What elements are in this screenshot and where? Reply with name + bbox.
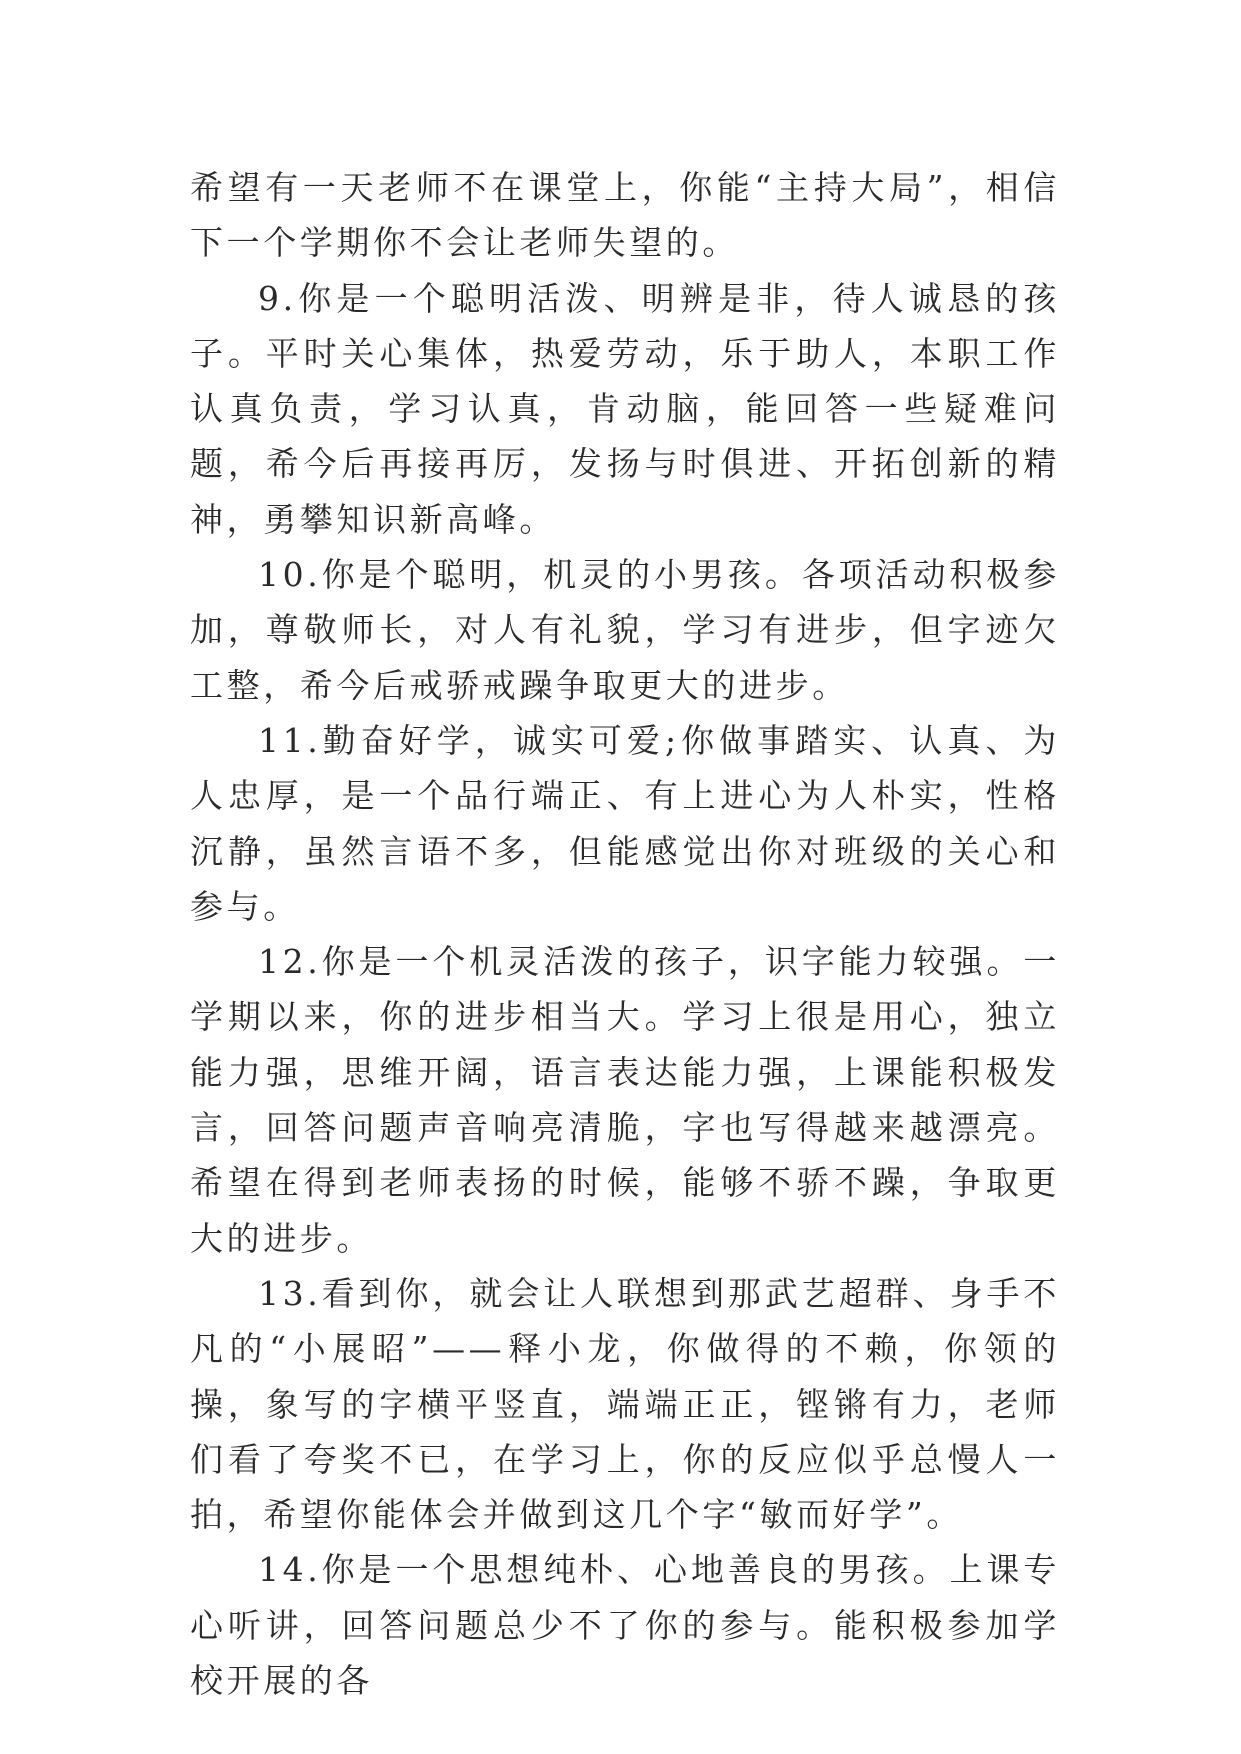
paragraph-continuation: 希望有一天老师不在课堂上，你能“主持大局”，相信下一个学期你不会让老师失望的。 [190,168,1060,263]
paragraph-comment-10: 10.你是个聪明，机灵的小男孩。各项活动积极参加，尊敬师长，对人有礼貌，学习有进步，但字迹欠工整，希今后戒骄戒躁争取更大的进步。 [190,555,1060,705]
document-body [190,160,1060,1708]
paragraph-comment-13: 13.看到你，就会让人联想到那武艺超群、身手不凡的“小展昭”——释小龙，你做得的不赖，你领的操，象写的字横平竖直，端端正正，铿锵有力，老师们看了夸奖不已，在学习上，你的反应似乎总慢人一拍，希望你能体会并做到这几个字“敏而好学”。 [190,1273,1060,1535]
paragraph-comment-9: 9.你是一个聪明活泼、明辨是非，待人诚恳的孩子。平时关心集体，热爱劳动，乐于助人，本职工作认真负责，学习认真，肯动脑，能回答一些疑难问题，希今后再接再厉，发扬与时俱进、开拓创新的精神，勇攀知识新高峰。 [190,278,1060,539]
paragraph-comment-14: 14.你是一个思想纯朴、心地善良的男孩。上课专心听讲，回答问题总少不了你的参与。能积极参加学校开展的各 [190,1550,1060,1701]
paragraph-comment-12: 12.你是一个机灵活泼的孩子，识字能力较强。一学期以来，你的进步相当大。学习上很是用心，独立能力强，思维开阔，语言表达能力强，上课能积极发言，回答问题声音响亮清脆，字也写得越来越漂亮。希望在得到老师表扬的时候，能够不骄不躁，争取更大的进步。 [190,942,1060,1258]
paragraph-comment-11: 11.勤奋好学，诚实可爱;你做事踏实、认真、为人忠厚，是一个品行端正、有上进心为人朴实，性格沉静，虽然言语不多，但能感觉出你对班级的关心和参与。 [190,720,1060,926]
